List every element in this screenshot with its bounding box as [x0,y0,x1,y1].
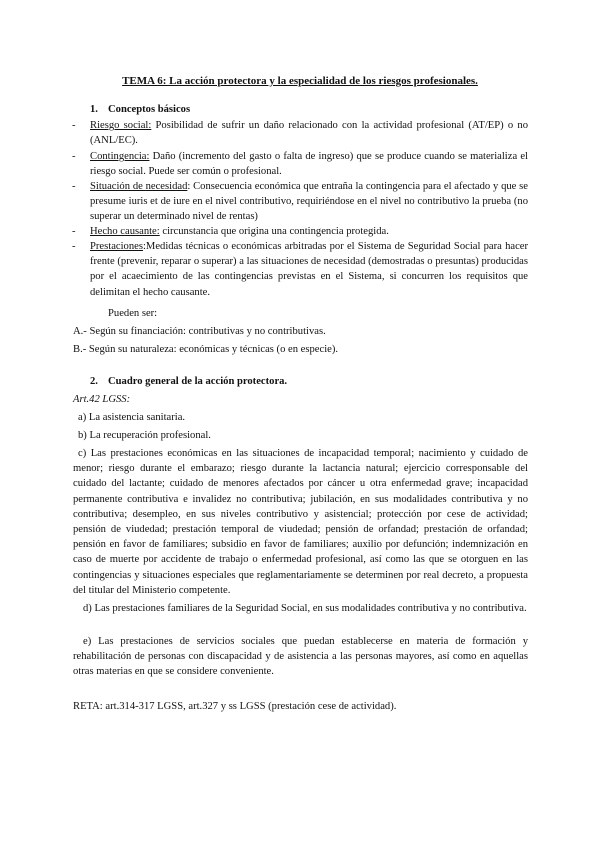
definition-situacion-necesidad: - Situación de necesidad: Consecuencia económica que entraña la contingencia para el afectado y que se presume iuris et de iure en el nivel contributivo, requiriéndose en el nivel no contributivo la prueba (no superar un determinado nivel de rentas) [72,181,528,223]
definition-hecho-causante: - Hecho causante: circunstancia que origina una contingencia protegida. [72,226,389,237]
item-c: c) Las prestaciones económicas en las situaciones de incapacidad temporal; nacimiento y cuidado de menor; riesgo durante el embarazo; riesgo durante la lactancia natural; ejercicio corresponsable del cuidado del lactante; cuidado de menores afectados por cáncer u otra enfermedad grave; incapacidad permanente contributiva e invalidez no contributiva; jubilación, en sus modalidades contributiva y no contributiva; desempleo, en sus niveles contributivo y asistencial; protección por cese de actividad; pensión de viudedad; prestación temporal de viudedad; pensión de orfandad; prestación de orfandad; pensión en favor de familiares; subsidio en favor de familiares; auxilio por defunción; indemnización en caso de muerte por accidente de trabajo o enfermedad profesional, así como las que se otorguen en las contingencias y situaciones especiales que reglamentariamente se determinen por real decreto, a propuesta del titular del Ministerio competente. [73,448,528,596]
document-title: TEMA 6: La acción protectora y la especialidad de los riesgos profesionales. [122,75,478,87]
section-2-heading [90,374,287,389]
definition-riesgo-social: - Riesgo social: Posibilidad de sufrir un daño relacionado con la actividad profesional (AT/EP) o no (ANL/EC). [72,120,528,147]
clasificacion-a: A.- Según su financiación: contributivas y no contributivas. [73,326,326,337]
section-1-title: Conceptos básicos [108,104,191,115]
section-2-title: Cuadro general de la acción protectora. [108,376,288,387]
section-2-number: 2. [90,376,98,387]
definition-text: Daño (incremento del gasto o falta de ingreso) que se produce cuando se materializa el riesgo social. Puede ser común o profesional. [90,151,528,178]
definition-term: Riesgo social: [90,120,152,131]
definition-text: circunstancia que origina una contingencia protegida. [159,226,389,237]
article-reference: Art.42 LGSS: [73,394,131,405]
clasificacion-b: B.- Según su naturaleza: económicas y técnicas (o en especie). [73,344,339,355]
definition-term: Contingencia: [90,151,150,162]
item-e: e) Las prestaciones de servicios sociales que puedan establecerse en materia de formación y rehabilitación de personas con discapacidad y de asistencia a las personas mayores, así como en aquellas otras materias en que se considere conveniente. [73,636,528,678]
item-b: b) La recuperación profesional. [78,430,211,441]
section-1-heading [90,102,190,117]
definition-contingencia: - Contingencia: Daño (incremento del gasto o falta de ingreso) que se produce cuando se materializa el riesgo social. Puede ser común o profesional. [72,151,528,178]
definition-term: Hecho causante: [90,226,160,237]
definition-prestaciones: - Prestaciones:Medidas técnicas o económicas arbitradas por el Sistema de Seguridad Social para hacer frente (prevenir, reparar o superar) a las situaciones de necesidad (demostradas o presuntas) producidas por el acaecimiento de las contingencias previstas en el Sistema, si concurren los requisitos que delimitan el hecho causante. [72,241,528,298]
item-d: d) Las prestaciones familiares de la Seguridad Social, en sus modalidades contributiva y no contributiva. [83,603,527,614]
item-a: a) La asistencia sanitaria. [78,412,186,423]
pueden-ser-label: Pueden ser: [108,308,158,319]
definition-term: Prestaciones [90,241,143,252]
reta-reference: RETA: art.314-317 LGSS, art.327 y ss LGSS (prestación cese de actividad). [73,701,397,712]
definition-text: :Medidas técnicas o económicas arbitradas por el Sistema de Seguridad Social para hacer frente (prevenir, reparar o superar) a las situaciones de necesidad (demostradas o presuntas) producidas por el acaecimiento de las contingencias previstas en el Sistema, si concurren los requisitos que delimitan el hecho causante. [90,241,528,298]
definition-text: Posibilidad de sufrir un daño relacionado con la actividad profesional (AT/EP) o no (ANL/EC). [90,120,528,147]
definition-text: : Consecuencia económica que entraña la contingencia para el afectado y que se presume iuris et de iure en el nivel contributivo, requiriéndose en el nivel no contributivo la prueba (no superar un determinado nivel de rentas) [90,181,528,223]
definition-term: Situación de necesidad [90,181,188,192]
section-1-number: 1. [90,104,98,115]
